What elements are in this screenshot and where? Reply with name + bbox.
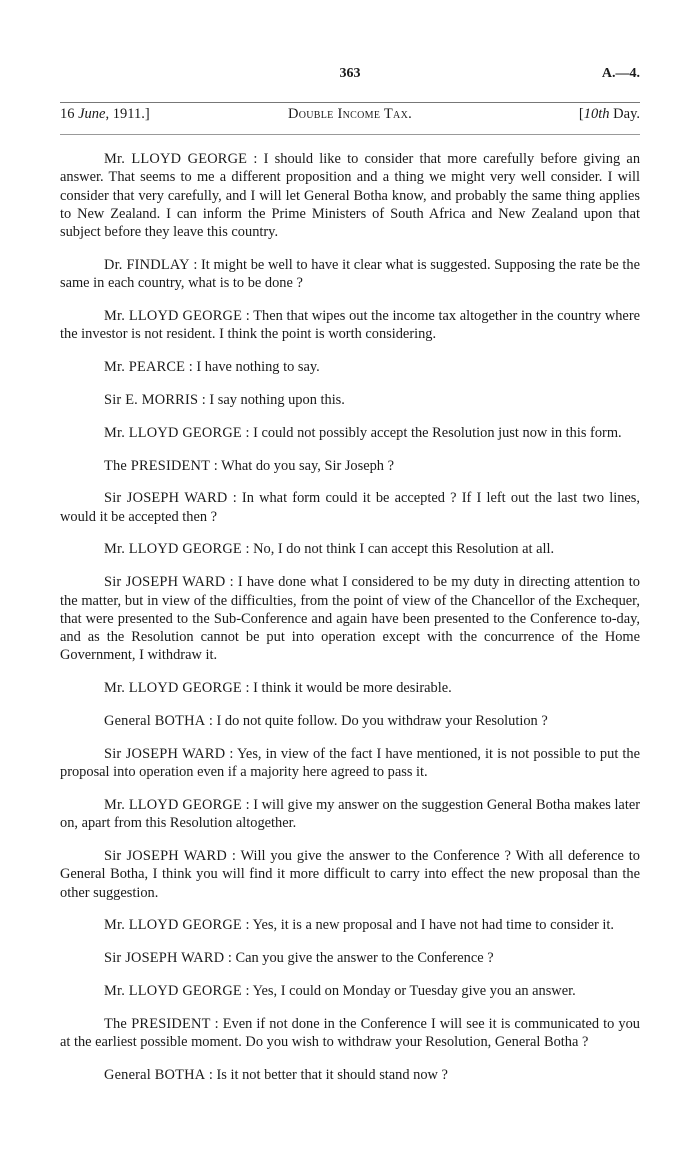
speech-paragraph: Sir E. MORRIS : I say nothing upon this. [104,391,345,408]
speech-text: Is it not better that it should stand now ? [216,1066,448,1083]
speech-text: I think it would be more desirable. [253,680,452,697]
speech-paragraph: Mr. LLOYD GEORGE : Yes, I could on Monday or Tuesday give you an answer. [104,983,576,999]
speech-text: I say nothing upon this. [209,391,345,408]
speech-text: In what form could it be accepted ? If I left out the last two lines, would it be accepted then ? [60,490,641,525]
speech-text: I should like to consider that more carefully before giving an answer. That seems to me a different proposition and a thing we might very well consider. I will consider that very carefully, and I will let General Botha know, and probably the same thing applies to New Zealand. I can inform the Prime Ministers of South Africa and New Zealand upon that subject before they leave this country. [60,151,641,241]
header-rule-top [60,102,640,103]
speaker-name: Sir E. MORRIS [104,391,199,408]
speech-paragraph: The PRESIDENT : Even if not done in the Conference I will see it is communicated to you at the earliest possible moment. Do you wish to withdraw your Resolution, General Botha ? [60,1015,640,1051]
speech-text: I have nothing to say. [196,359,320,376]
speech-paragraph: Mr. LLOYD GEORGE : I should like to consider that more carefully before giving an answer. That seems to me a different proposition and a thing we might very well consider. I will consider that very carefully, and I will let General Botha know, and probably the same thing applies to New Zealand. I can inform the Prime Ministers of South Africa and New Zealand upon that subject before they leave this country. [60,151,641,241]
speech-text: Yes, it is a new proposal and I have not had time to consider it. [252,917,615,934]
speech-paragraph: Mr. LLOYD GEORGE : Then that wipes out the income tax altogether in the country where the investor is not resident. I think the point is worth considering. [60,308,640,343]
proceedings-text [60,150,640,1099]
speech-paragraph: Mr. LLOYD GEORGE : I think it would be more desirable. [104,680,452,697]
speaker-name: Mr. LLOYD GEORGE [104,424,242,441]
speech-text: I could not possibly accept the Resolution just now in this form. [253,424,622,441]
speaker-name: Sir JOSEPH WARD [104,490,228,507]
speech-paragraph: General BOTHA : I do not quite follow. Do you withdraw your Resolution ? [104,713,548,730]
header-date: 16 June, 1911.] [60,106,150,122]
speaker-name: Mr. LLOYD GEORGE [104,541,242,558]
document-reference: A.—4. [601,66,640,81]
speech-text: Then that wipes out the income tax altogether in the country where the investor is not resident. I think the point is worth considering. [60,308,640,343]
speech-paragraph: Sir JOSEPH WARD : In what form could it be accepted ? If I left out the last two lines, would it be accepted then ? [60,490,641,525]
speech-text: Can you give the answer to the Conference ? [235,950,494,967]
speech-text: Yes, I could on Monday or Tuesday give you an answer. [252,983,576,999]
speech-paragraph: The PRESIDENT : What do you say, Sir Joseph ? [104,457,394,474]
page-number: 363 [339,66,361,81]
speaker-name: Sir JOSEPH WARD [104,574,226,591]
speech-paragraph: Mr. LLOYD GEORGE : No, I do not think I can accept this Resolution at all. [104,541,555,558]
speaker-name: General BOTHA [104,1066,206,1083]
speech-text: I do not quite follow. Do you withdraw your Resolution ? [216,713,548,730]
speaker-name: Dr. FINDLAY [104,256,190,273]
speech-paragraph: Mr. LLOYD GEORGE : I will give my answer on the suggestion General Botha makes later on, apart from this Resolution altogether. [60,796,641,832]
speech-text: I have done what I considered to be my duty in directing attention to the matter, but in view of the difficulties, from the point of view of the Chancellor of the Exchequer, that were presented to the Sub-Conference and again have been presented to the Conference to-day, and as the Resolution cannot be put into operation except with the concurrence of the Home Government, I withdraw it. [60,574,641,664]
speaker-name: Sir JOSEPH WARD [104,848,227,865]
speech-paragraph: Sir JOSEPH WARD : Can you give the answer to the Conference ? [104,950,494,967]
speech-paragraph: Dr. FINDLAY : It might be well to have it clear what is suggested. Supposing the rate be the same in each country, what is to be done ? [60,256,640,292]
speech-paragraph: General BOTHA : Is it not better that it should stand now ? [104,1066,448,1083]
speech-paragraph: Sir JOSEPH WARD : I have done what I considered to be my duty in directing attention to the matter, but in view of the difficulties, from the point of view of the Chancellor of the Exchequer, that were presented to the Sub-Conference and again have been presented to the Conference to-day, and as the Resolution cannot be put into operation except with the concurrence of the Home Government, I withdraw it. [60,574,641,664]
speech-paragraph: Mr. LLOYD GEORGE : Yes, it is a new proposal and I have not had time to consider it. [104,917,615,934]
header-rule-bottom [60,134,640,135]
speaker-name: Sir JOSEPH WARD [104,950,225,967]
speech-text: Will you give the answer to the Conference ? With all deference to General Botha, I think you will find it more difficult to carry into effect the new proposal than the other suggestion. [60,848,640,901]
speaker-name: The PRESIDENT [104,457,211,474]
speech-paragraph: Sir JOSEPH WARD : Will you give the answer to the Conference ? With all deference to General Botha, I think you will find it more difficult to carry into effect the new proposal than the other suggestion. [60,848,640,901]
speech-text: Even if not done in the Conference I will see it is communicated to you at the earliest possible moment. Do you wish to withdraw your Resolution, General Botha ? [60,1015,640,1051]
speaker-name: Mr. LLOYD GEORGE [104,796,242,813]
running-header [60,106,640,128]
speaker-name: General BOTHA [104,713,206,730]
speech-paragraph: Mr. PEARCE : I have nothing to say. [104,359,320,376]
speaker-name: The PRESIDENT [104,1015,211,1032]
page-top-line [60,66,640,88]
speaker-name: Mr. LLOYD GEORGE [104,308,243,325]
speech-text: It might be well to have it clear what is suggested. Supposing the rate be the same in each country, what is to be done ? [60,256,640,292]
speech-text: I will give my answer on the suggestion General Botha makes later on, apart from this Resolution altogether. [60,796,641,832]
speech-text: What do you say, Sir Joseph ? [221,457,394,474]
speaker-name: Mr. LLOYD GEORGE [104,151,248,167]
speaker-name: Mr. LLOYD GEORGE [104,917,242,934]
document-page [60,66,641,1083]
header-title: Double Income Tax. [287,106,413,122]
speaker-name: Mr. LLOYD GEORGE [104,983,242,999]
speech-text: No, I do not think I can accept this Resolution at all. [253,541,555,558]
speaker-name: Mr. LLOYD GEORGE [104,680,242,697]
speech-paragraph: Mr. LLOYD GEORGE : I could not possibly accept the Resolution just now in this form. [104,424,622,441]
speaker-name: Sir JOSEPH WARD [104,745,226,762]
header-day: [10th Day. [578,106,640,122]
speech-paragraph: Sir JOSEPH WARD : Yes, in view of the fact I have mentioned, it is not possible to put the proposal into operation even if a majority here agreed to pass it. [60,745,641,781]
speech-text: Yes, in view of the fact I have mentioned, it is not possible to put the proposal into operation even if a majority here agreed to pass it. [60,745,641,781]
speaker-name: Mr. PEARCE [104,359,186,376]
